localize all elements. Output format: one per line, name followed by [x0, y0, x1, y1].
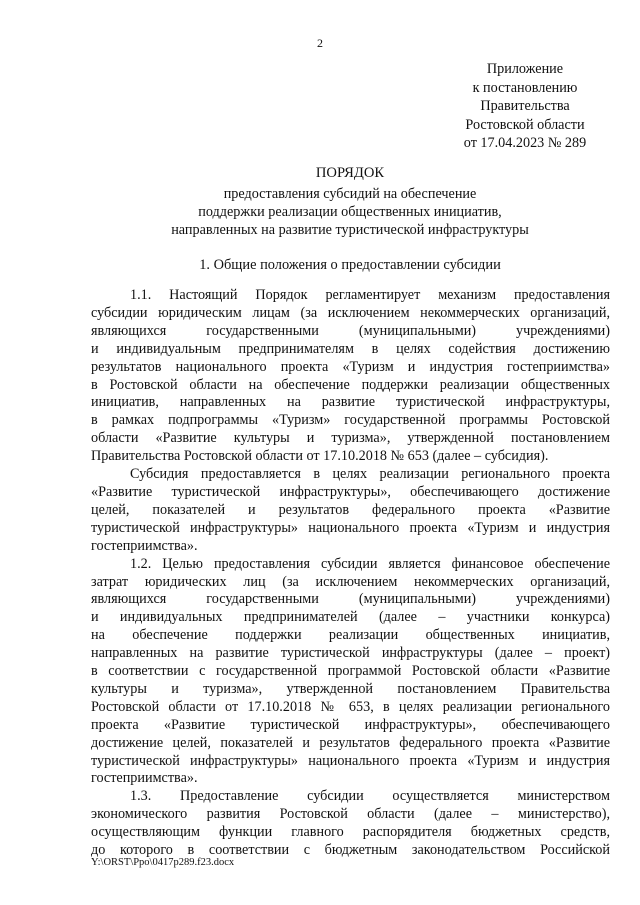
file-path-footer: Y:\ORST\Ppo\0417p289.f23.docx [91, 857, 235, 868]
text-line: гостеприимства». [91, 537, 198, 554]
subtitle-line: направленных на развитие туристической инфраструктуры [171, 222, 529, 238]
text-line: субсидии юридическим лицам (за исключением некоммерческих организаций, [91, 304, 610, 321]
text-line: 1.3. Предоставление субсидии осуществляется министерством [130, 788, 610, 805]
text-line: на обеспечение поддержки реализации общественных инициатив, [91, 627, 610, 644]
text-line: экономического развития Ростовской области (далее – министерство), [91, 806, 610, 823]
document-body [91, 287, 610, 860]
document-subtitle [0, 185, 640, 239]
text-line: в Ростовской области на обеспечение поддержки реализации общественных [91, 376, 610, 393]
paragraph-1-3 [91, 788, 610, 860]
text-line: являющихся государственными (муниципальными) учреждениями) [91, 591, 610, 608]
text-line: являющихся государственными (муниципальными) учреждениями) [91, 322, 610, 339]
text-line: инициатив, направленных на развитие туристической инфраструктуры, [91, 394, 610, 411]
text-line: результатов национального проекта «Туризм и индустрия гостеприимства» [91, 358, 610, 375]
text-line: культуры и туризма», утвержденной постановлением Правительства [91, 680, 610, 697]
text-line: области «Развитие культуры и туризма», утвержденной постановлением [91, 430, 610, 447]
text-line: гостеприимства». [91, 770, 198, 787]
paragraph-1-1 [91, 287, 610, 466]
section-heading: 1. Общие положения о предоставлении субсидии [199, 257, 501, 273]
subtitle-line: предоставления субсидий на обеспечение [223, 186, 477, 202]
text-line: в соответствии с государственной программой Ростовской области «Развитие [91, 663, 610, 680]
text-line: до которого в соответствии с бюджетным законодательством Российской [91, 842, 610, 859]
subtitle-line: поддержки реализации общественных инициатив, [198, 204, 502, 220]
text-line: направленных на развитие туристической инфраструктуры (далее – проект) [91, 645, 610, 662]
text-line: Правительства Ростовской области от 17.10.2018 № 653 (далее – субсидия). [91, 448, 549, 465]
annex-line: Правительства [480, 98, 570, 114]
text-line: 1.1. Настоящий Порядок регламентирует механизм предоставления [130, 287, 610, 303]
text-line: Ростовской области от 17.10.2018 № 653, в целях реализации регионального [91, 698, 610, 715]
text-line: в рамках подпрограммы «Туризм» государственной программы Ростовской [91, 412, 610, 429]
text-line: туристической инфраструктуры» национального проекта «Туризм и индустрия [91, 752, 610, 769]
text-line: затрат юридических лиц (за исключением некоммерческих организаций, [91, 573, 610, 590]
text-line: проекта «Развитие туристической инфраструктуры», обеспечивающего [91, 716, 610, 733]
text-line: осуществляющим функции главного распорядителя бюджетных средств, [91, 824, 610, 841]
text-line: целей, показателей и результатов федерального проекта «Развитие [91, 501, 610, 518]
paragraph-1-2 [91, 556, 610, 789]
annex-line: Ростовской области [465, 116, 585, 133]
page-number: 2 [317, 36, 323, 50]
annex-line: от 17.04.2023 № 289 [463, 135, 587, 151]
paragraph-subsidy-goal [91, 466, 610, 556]
text-line: достижение целей, показателей и результатов федерального проекта «Развитие [91, 734, 610, 751]
text-line: 1.2. Целью предоставления субсидии является финансовое обеспечение [130, 555, 610, 572]
text-line: Субсидия предоставляется в целях реализации регионального проекта [130, 466, 610, 483]
text-line: «Развитие туристической инфраструктуры», обеспечивающего достижение [91, 483, 610, 500]
text-line: и индивидуальным предпринимателям в целях содействия достижению [91, 340, 610, 357]
annex-line: Приложение [486, 61, 564, 77]
annex-line: к постановлению [472, 79, 578, 96]
document-title: ПОРЯДОК [315, 165, 385, 181]
text-line: и индивидуальных предпринимателей (далее – участники конкурса) [91, 609, 610, 626]
annex-block [440, 60, 610, 153]
text-line: туристической инфраструктуры» национального проекта «Туризм и индустрия [91, 519, 610, 536]
